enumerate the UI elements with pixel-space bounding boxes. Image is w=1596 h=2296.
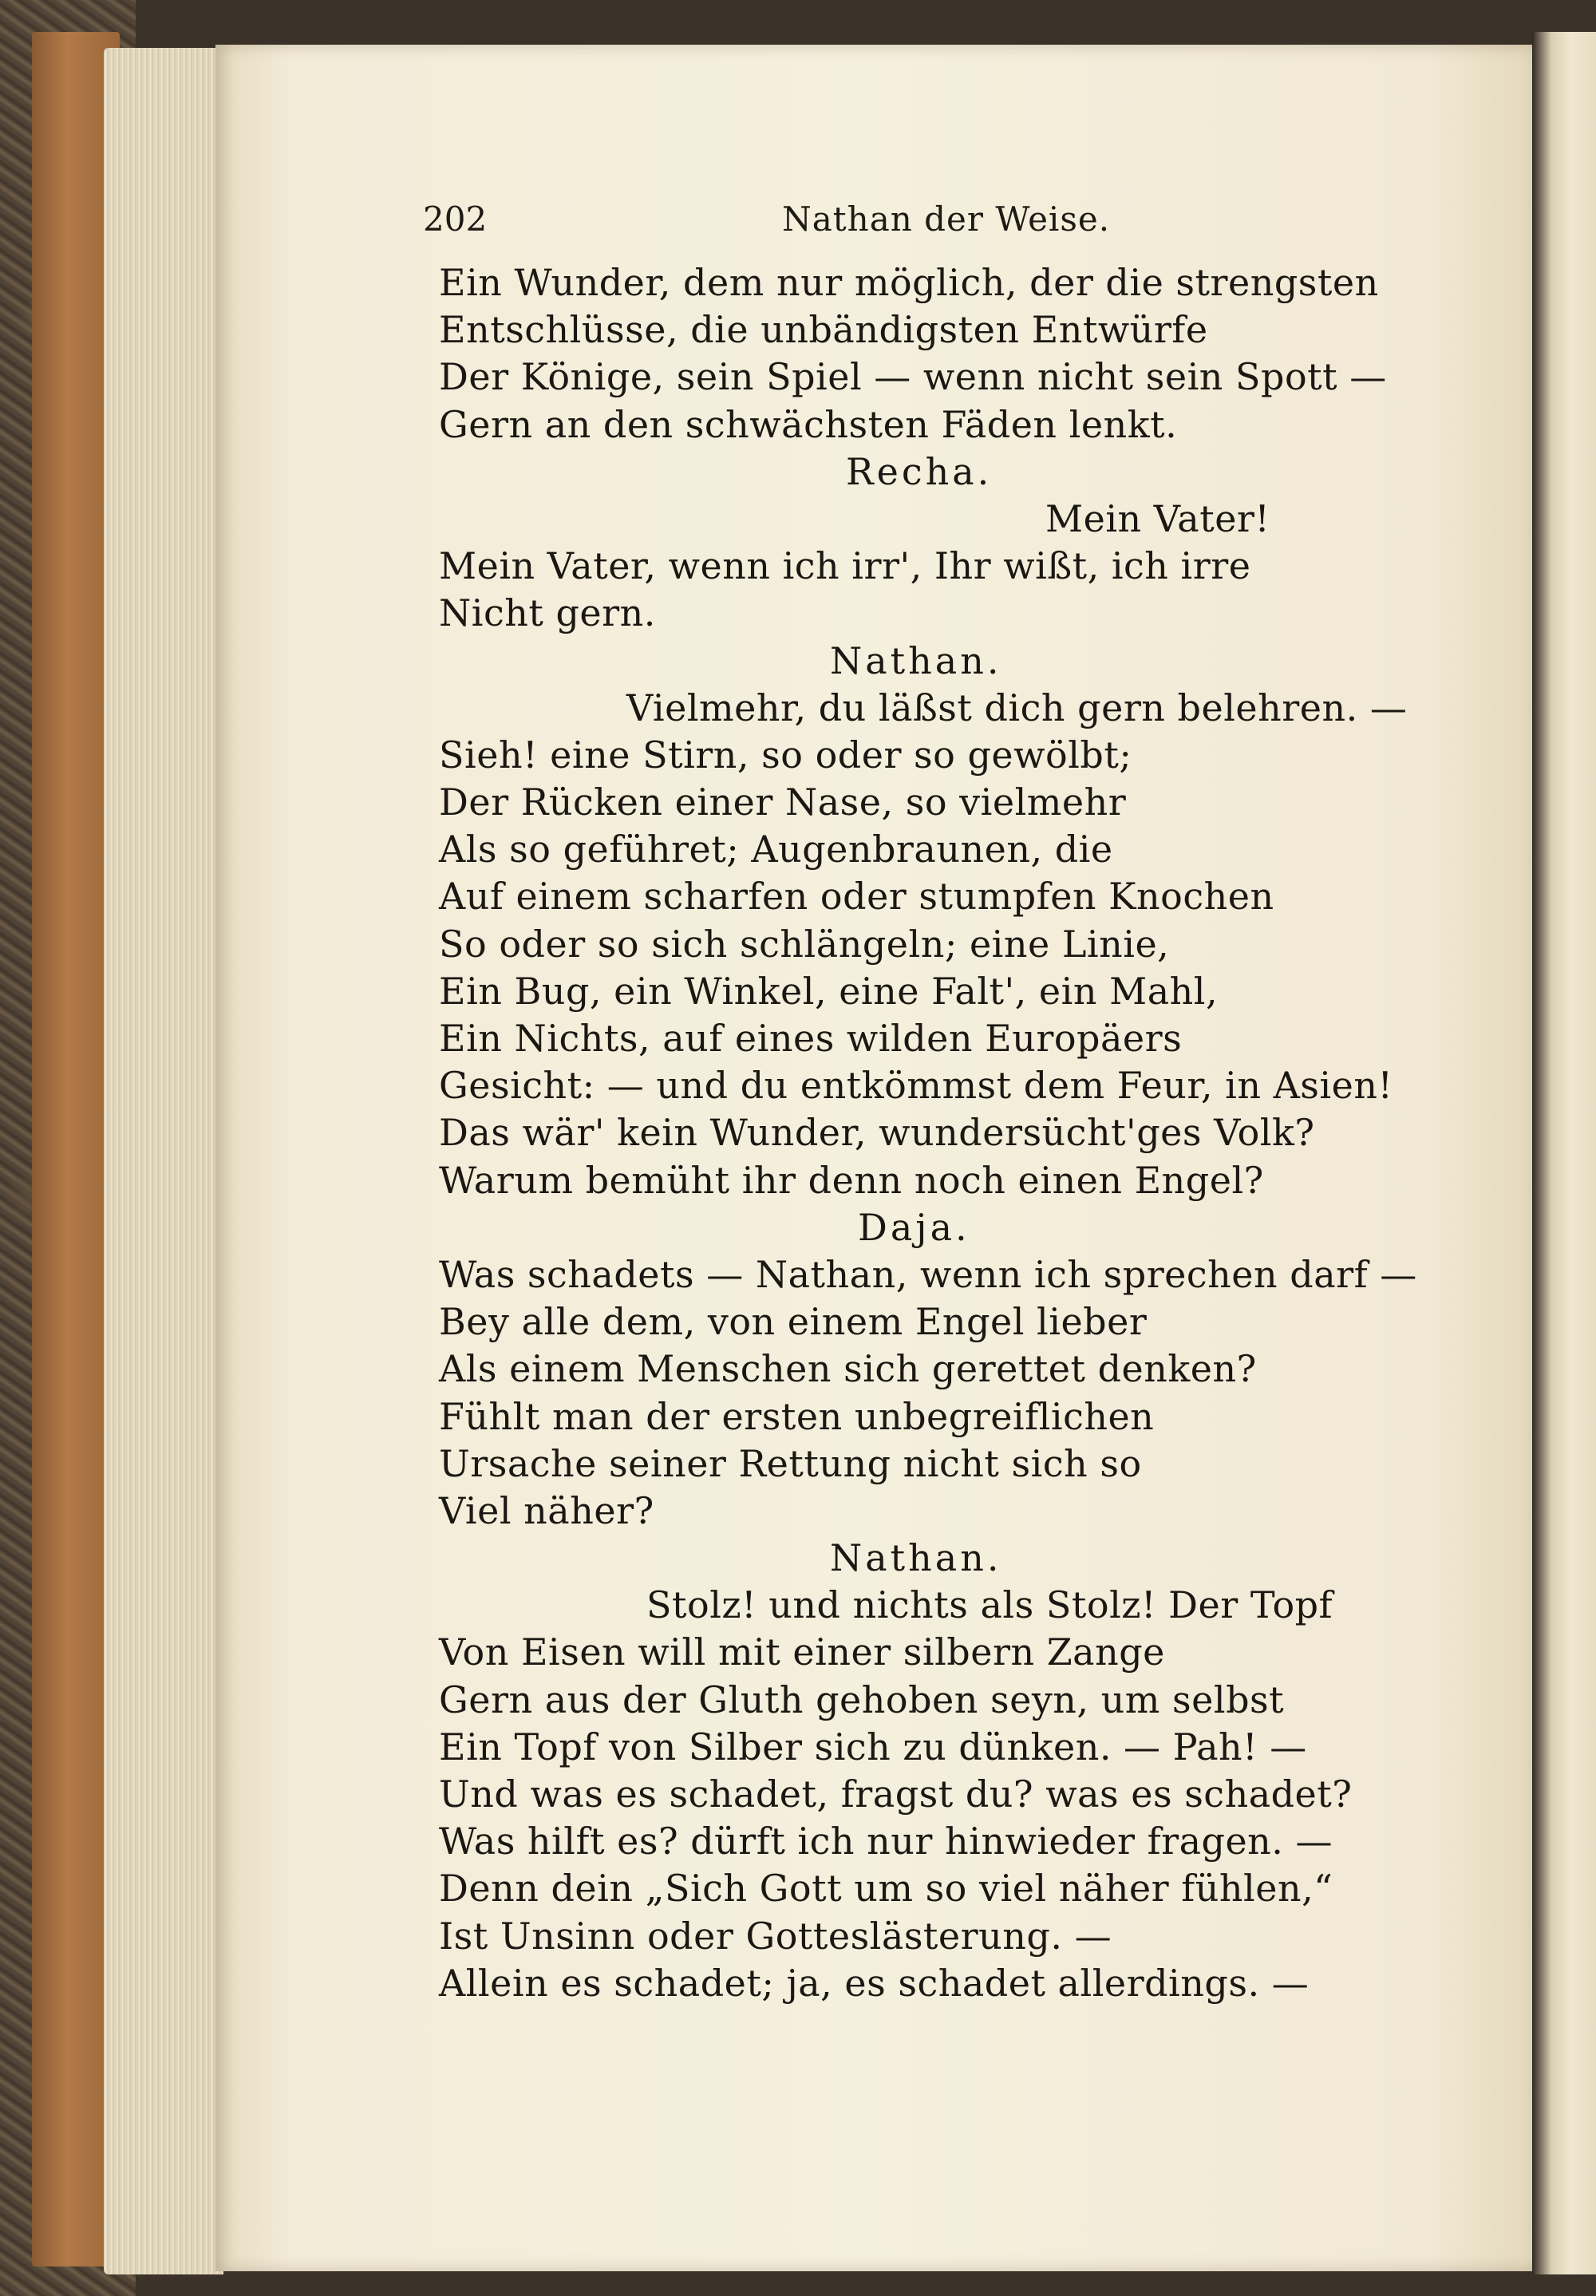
- verse-line: Denn dein „Sich Gott um so viel näher fühlen,“: [439, 1867, 1333, 1911]
- verse-line: Ist Unsinn oder Gotteslästerung. —: [439, 1914, 1112, 1958]
- verse-line: Ein Nichts, auf eines wilden Europäers: [439, 1017, 1183, 1060]
- verse-line: Gesicht: — und du entkömmst dem Feur, in Asien!: [439, 1064, 1393, 1108]
- verse-line: Sieh! eine Stirn, so oder so gewölbt;: [439, 733, 1132, 777]
- verse-line: Das wär' kein Wunder, wundersücht'ges Volk?: [439, 1111, 1315, 1155]
- page-header: [423, 200, 1301, 247]
- verse-line: Gern aus der Gluth gehoben seyn, um selbst: [439, 1678, 1285, 1721]
- verse-line: Als einem Menschen sich gerettet denken?: [439, 1347, 1257, 1391]
- verse-line: Entschlüsse, die unbändigsten Entwürfe: [439, 308, 1208, 352]
- verse-line: Allein es schadet; ja, es schadet allerdings. —: [439, 1961, 1310, 2005]
- verse-line: Vielmehr, du läßst dich gern belehren. —: [626, 686, 1408, 729]
- verse-line: Ein Topf von Silber sich zu dünken. — Pah! —: [439, 1725, 1307, 1768]
- verse-line: Mein Vater!: [1045, 496, 1270, 540]
- play-text: [439, 259, 1417, 2007]
- speaker-name: Nathan.: [830, 638, 1002, 682]
- verse-line: Der Rücken einer Nase, so vielmehr: [439, 780, 1127, 824]
- verse-line: Was hilft es? dürft ich nur hinwieder fragen. —: [439, 1820, 1333, 1863]
- page-block-edges: [104, 48, 223, 2274]
- speaker-name: Nathan.: [830, 1536, 1002, 1580]
- speaker-name: Daja.: [858, 1205, 970, 1249]
- verse-line: Mein Vater, wenn ich irr', Ihr wißt, ich irre: [439, 544, 1251, 588]
- verse-line: Der Könige, sein Spiel — wenn nicht sein Spott —: [439, 355, 1387, 399]
- verse-line: Ursache seiner Rettung nicht sich so: [439, 1441, 1142, 1485]
- verse-line: Was schadets — Nathan, wenn ich sprechen darf —: [439, 1252, 1417, 1296]
- verse-line: So oder so sich schlängeln; eine Linie,: [439, 922, 1170, 966]
- verse-line: Stolz! und nichts als Stolz! Der Topf: [646, 1583, 1333, 1627]
- verse-line: Von Eisen will mit einer silbern Zange: [439, 1630, 1165, 1674]
- verse-line: Gern an den schwächsten Fäden lenkt.: [439, 402, 1178, 446]
- verse-line: Ein Wunder, dem nur möglich, der die strengsten: [439, 261, 1379, 304]
- verse-line: Auf einem scharfen oder stumpfen Knochen: [439, 875, 1274, 919]
- page-number: 202: [423, 200, 488, 239]
- speaker-name: Recha.: [846, 449, 993, 493]
- facing-page-edge: [1532, 32, 1596, 2274]
- verse-line: Und was es schadet, fragst du? was es schadet?: [439, 1772, 1353, 1816]
- verse-line: Nicht gern.: [439, 591, 656, 635]
- verse-line: Viel näher?: [439, 1488, 654, 1532]
- verse-line: Als so geführet; Augenbraunen, die: [439, 828, 1113, 871]
- verse-line: Bey alle dem, von einem Engel lieber: [439, 1300, 1148, 1344]
- verse-line: Fühlt man der ersten unbegreiflichen: [439, 1394, 1155, 1438]
- verse-line: Ein Bug, ein Winkel, eine Falt', ein Mahl,: [439, 969, 1219, 1013]
- verse-line: Warum bemüht ihr denn noch einen Engel?: [439, 1158, 1264, 1202]
- running-title: Nathan der Weise.: [782, 200, 1111, 239]
